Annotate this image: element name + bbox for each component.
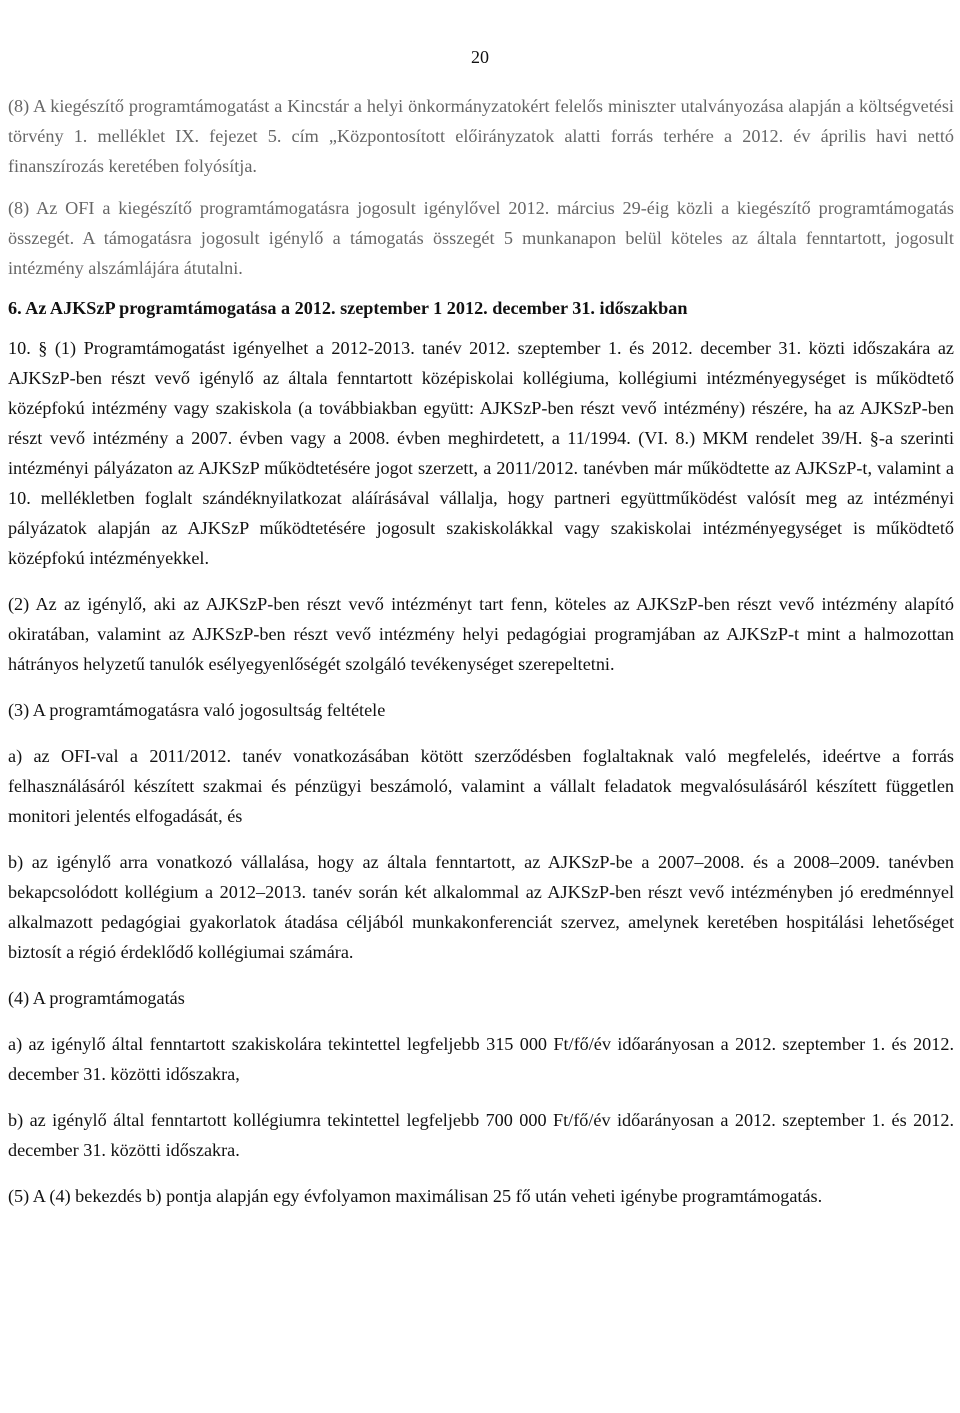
- paragraph-10-2: (2) Az az igénylő, aki az AJKSzP-ben részt vevő intézményt tart fenn, köteles az AJKSzP-ben részt vevő intézmény alapító okiratában, valamint az AJKSzP-ben részt vevő intézmény helyi pedagógiai programjában az AJKSzP-t mint a halmozottan hátrányos helyzetű tanulók esélyegyenlőségét szolgáló tevékenységet szerepeltetni.: [8, 594, 954, 674]
- paragraph-10-1: 10. § (1) Programtámogatást igényelhet a 2012-2013. tanév 2012. szeptember 1. és 2012. december 31. közti időszakára az AJKSzP-ben részt vevő igénylő az általa fenntartott középiskolai kollégiuma, kollégiumi intézményegységet is működtető középfokú intézmény vagy szakiskola (a továbbiakban együtt: AJKSzP-ben részt vevő intézmény) részére, ha az AJKSzP-ben részt vevő intézmény a 2007. évben vagy a 2008. évben meghirdetett, a 11/1994. (VI. 8.) MKM rendelet 39/H. §-a szerinti intézményi pályázaton az AJKSzP működtetésére jogot szerzett, a 2011/2012. tanévben már működtette az AJKSzP-t, valamint a 10. mellékletben foglalt szándéknyilatkozat aláírásával vállalja, hogy partneri együttműködést valósít meg az intézményi pályázatok alapján az AJKSzP működtetésére jogosult szakiskolákkal vagy szakiskolai intézményegységet is működtető középfokú intézményekkel.: [8, 338, 954, 568]
- document-body: [8, 91, 954, 1211]
- draft-notice-header: Az előterjesztést a Kormány nem tárgyalta meg, ezért az nem tekinthető a Kormány álláspontjának.: [101, 5, 859, 24]
- paragraph-10-4-b: b) az igénylő által fenntartott kollégiumra tekintettel legfeljebb 700 000 Ft/fő/év időarányosan a 2012. szeptember 1. és 2012. december 31. közötti időszakra.: [8, 1110, 954, 1160]
- paragraph-10-5: (5) A (4) bekezdés b) pontja alapján egy évfolyamon maximálisan 25 fő után veheti igénybe programtámogatás.: [8, 1186, 823, 1206]
- paragraph-10-3-a: a) az OFI-val a 2011/2012. tanév vonatkozásában kötött szerződésben foglaltaknak való megfelelés, ideértve a forrás felhasználásáról készített szakmai és pénzügyi beszámoló, valamint a vállalt feladatok megvalósulásáról készített független monitori jelentés elfogadását, és: [8, 746, 954, 826]
- paragraph-10-3: (3) A programtámogatásra való jogosultság feltétele: [8, 700, 386, 720]
- paragraph-10-4-a: a) az igénylő által fenntartott szakiskolára tekintettel legfeljebb 315 000 Ft/fő/év időarányosan a 2012. szeptember 1. és 2012. december 31. közötti időszakra,: [8, 1034, 954, 1084]
- section-heading-6: 6. Az AJKSzP programtámogatása a 2012. szeptember 1 2012. december 31. időszakban: [8, 298, 688, 318]
- paragraph-10-3-b: b) az igénylő arra vonatkozó vállalása, hogy az általa fenntartott, az AJKSzP-be a 2007–2008. és a 2008–2009. tanévben bekapcsolódott kollégium a 2012–2013. tanév során két alkalommal az AJKSzP-ben részt vevő intézményben jó eredménnyel alkalmazott pedagógiai gyakorlatok átadása céljából munkakonferenciát szervez, amelynek keretében hospitálási lehetőséget biztosít a régió érdeklődő kollégiumai számára.: [8, 852, 954, 962]
- paragraph-10-4: (4) A programtámogatás: [8, 988, 185, 1008]
- page-number: 20: [471, 47, 489, 67]
- paragraph-8-kincstar: (8) A kiegészítő programtámogatást a Kincstár a helyi önkormányzatokért felelős miniszter utalványozása alapján a költségvetési törvény 1. melléklet IX. fejezet 5. cím „Központosított előirányzatok alatti forrás terhére a 2012. év április havi nettó finanszírozás keretében folyósítja.: [8, 96, 954, 176]
- paragraph-8-ofi: (8) Az OFI a kiegészítő programtámogatásra jogosult igénylővel 2012. március 29-éig közli a kiegészítő programtámogatás összegét. A támogatásra jogosult igénylő a támogatás összegét 5 munkanapon belül köteles az általa fenntartott, jogosult intézmény alszámlájára átutalni.: [8, 198, 954, 278]
